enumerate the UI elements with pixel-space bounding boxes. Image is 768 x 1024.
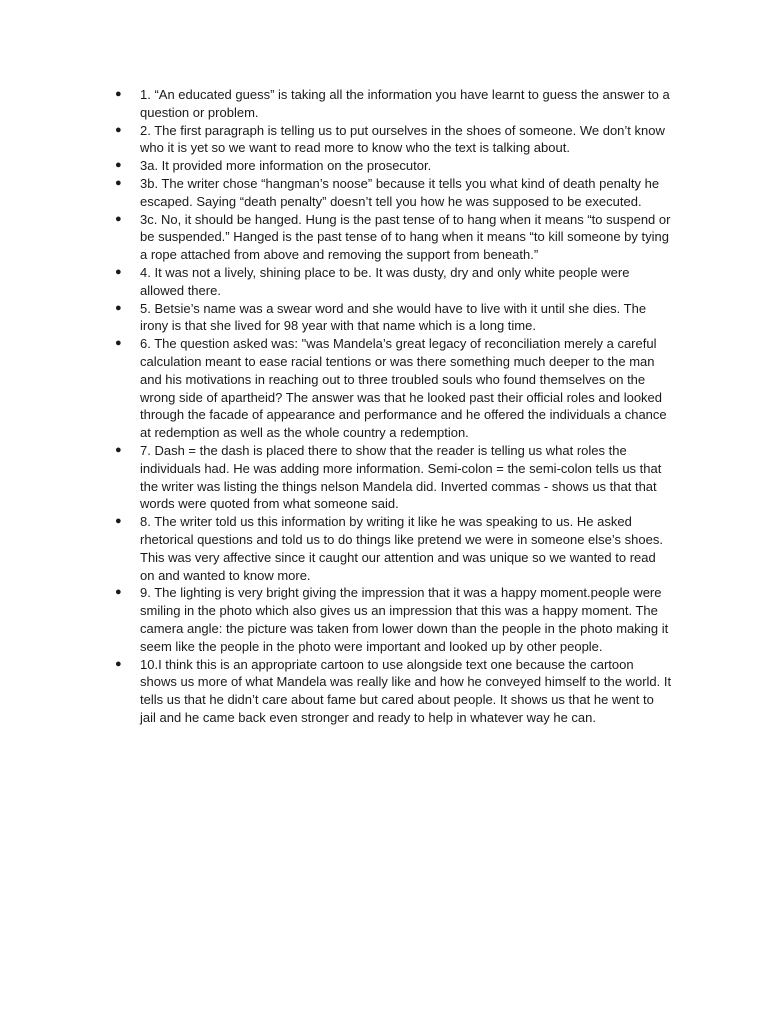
bullet-icon: ●	[115, 159, 122, 172]
answer-item-7	[112, 442, 672, 513]
answer-item-10	[112, 656, 672, 727]
bullet-icon: ●	[115, 176, 122, 189]
bullet-icon: ●	[115, 265, 122, 278]
answer-text: 3a. It provided more information on the prosecutor.	[140, 158, 432, 174]
answer-text: 10.I think this is an appropriate cartoon to use alongside text one because the cartoon shows us more of what Mandela was really like and how he conveyed himself to the world. It tells us that he didn’t care about fame but cared about people. It shows us that he went to jail and he came back even stronger and ready to help in whatever way he can.	[140, 656, 672, 725]
bullet-icon: ●	[115, 443, 122, 456]
answer-text: 6. The question asked was: "was Mandela’s great legacy of reconciliation merely a careful calculation meant to ease racial tentions or was there something much deeper to the man and his motivations in reaching out to three troubled souls who found themselves on the wrong side of apartheid? The answer was that he looked past their official roles and looked through the facade of appearance and performance and he offered the individuals a chance at redemption as well as the whole country a redemption.	[140, 336, 667, 441]
bullet-icon: ●	[115, 88, 122, 100]
bullet-icon: ●	[115, 301, 122, 314]
answer-text: 7. Dash = the dash is placed there to show that the reader is telling us what roles the individuals had. He was adding more information. Semi-colon = the semi-colon tells us that the writer was listing the things nelson Mandela did. Inverted commas - shows us that that words were quoted from what someone said.	[140, 442, 662, 512]
answer-text: 3c. No, it should be hanged. Hung is the past tense of to hang when it means “to suspend or be suspended.” Hanged is the past tense of to hang when it means “to kill someone by tying a rope attached from above and removing the support from beneath.”	[140, 211, 671, 263]
bullet-icon: ●	[115, 337, 122, 350]
answer-item-1	[112, 86, 672, 122]
answer-text: 3b. The writer chose “hangman’s noose” because it tells you what kind of death penalty he escaped. Saying “death penalty” doesn’t tell you how he was supposed to be executed.	[140, 175, 660, 209]
answer-item-3c	[112, 211, 672, 264]
answer-item-3a	[112, 157, 672, 175]
answer-list	[112, 86, 672, 727]
answer-item-3b	[112, 175, 672, 211]
answer-item-5	[112, 300, 672, 336]
bullet-icon: ●	[115, 212, 122, 225]
answer-item-4	[112, 264, 672, 300]
answer-text: 4. It was not a lively, shining place to be. It was dusty, dry and only white people were allowed there.	[140, 264, 630, 298]
answer-text: 8. The writer told us this information by writing it like he was speaking to us. He asked rhetorical questions and told us to do things like pretend we were in someone else’s shoes. This was very affective since it caught our attention and was unique so we wanted to read on and wanted to know more.	[140, 514, 663, 583]
answer-item-8	[112, 513, 672, 584]
answer-item-2	[112, 122, 672, 158]
answer-text: 1. “An educated guess” is taking all the information you have learnt to guess the answer to a question or problem.	[140, 87, 670, 120]
answer-text: 5. Betsie’s name was a swear word and she would have to live with it until she dies. The irony is that she lived for 98 year with that name which is a long time.	[140, 300, 647, 334]
bullet-icon: ●	[115, 586, 122, 599]
bullet-icon: ●	[115, 515, 122, 528]
answer-text: 2. The first paragraph is telling us to put ourselves in the shoes of someone. We don’t know who it is yet so we want to read more to know who the text is talking about.	[140, 122, 665, 156]
answer-item-9	[112, 584, 672, 655]
answer-item-6	[112, 335, 672, 442]
bullet-icon: ●	[115, 657, 122, 670]
bullet-icon: ●	[115, 123, 122, 136]
answer-text: 9. The lighting is very bright giving the impression that it was a happy moment.people were smiling in the photo which also gives us an impression that this was a happy moment. The camera angle: the picture was taken from lower down than the people in the photo making it seem like the people in the photo were important and looked up by other people.	[140, 585, 669, 654]
